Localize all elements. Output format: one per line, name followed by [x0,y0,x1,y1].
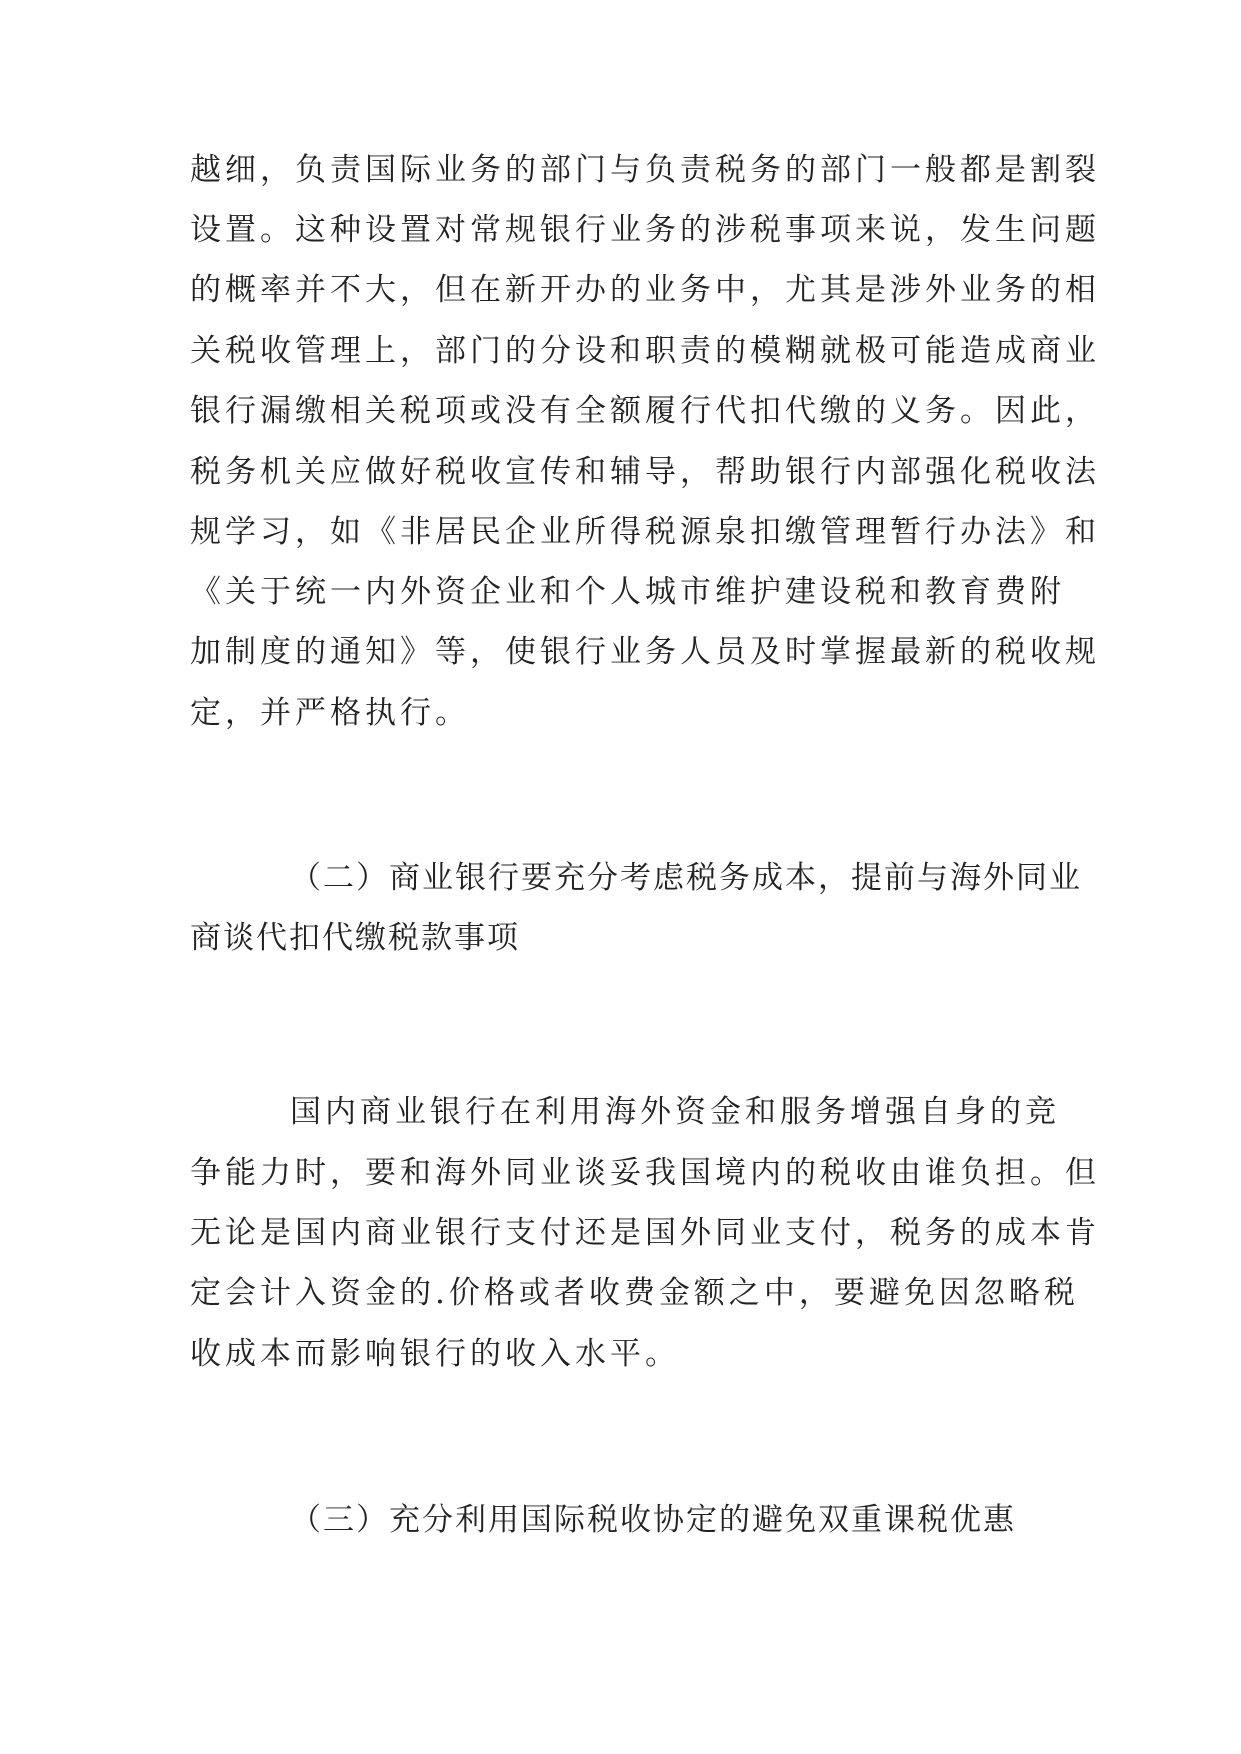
paragraph-2-line: 无论是国内商业银行支付还是国外同业支付，税务的成本肯 [190,1215,1100,1251]
paragraph-1-line: 设置。这种设置对常规银行业务的涉税事项来说，发生问题 [190,212,1100,248]
paragraph-1-line: 《关于统一内外资企业和个人城市维护建设税和教育费附 [190,574,1065,610]
section-heading-3: （三）充分利用国际税收协定的避免双重课税优惠 [290,1502,1016,1538]
paragraph-1-line: 的概率并不大，但在新开办的业务中，尤其是涉外业务的相 [190,272,1100,308]
paragraph-1-line: 税务机关应做好税收宣传和辅导，帮助银行内部强化税收法 [190,454,1100,490]
paragraph-2-line: 争能力时，要和海外同业谈妥我国境内的税收由谁负担。但 [190,1155,1100,1191]
section-heading-2-continued: 商谈代扣代缴税款事项 [190,920,520,956]
paragraph-1-line: 越细，负责国际业务的部门与负责税务的部门一般都是割裂 [190,152,1100,188]
paragraph-1-line: 银行漏缴相关税项或没有全额履行代扣代缴的义务。因此， [190,393,1100,429]
paragraph-2-line: 收成本而影响银行的收入水平。 [190,1336,680,1372]
paragraph-1-line: 关税收管理上，部门的分设和职责的模糊就极可能造成商业 [190,333,1100,369]
paragraph-1-line: 加制度的通知》等，使银行业务人员及时掌握最新的税收规 [190,634,1100,670]
section-heading-2: （二）商业银行要充分考虑税务成本，提前与海外同业 [290,860,1082,896]
paragraph-1-line: 定，并严格执行。 [190,695,470,731]
paragraph-1-line: 规学习，如《非居民企业所得税源泉扣缴管理暂行办法》和 [190,514,1100,550]
paragraph-2-line: 国内商业银行在利用海外资金和服务增强自身的竞 [290,1094,1060,1130]
paragraph-2-line: 定会计入资金的.价格或者收费金额之中，要避免因忽略税 [190,1275,1079,1311]
